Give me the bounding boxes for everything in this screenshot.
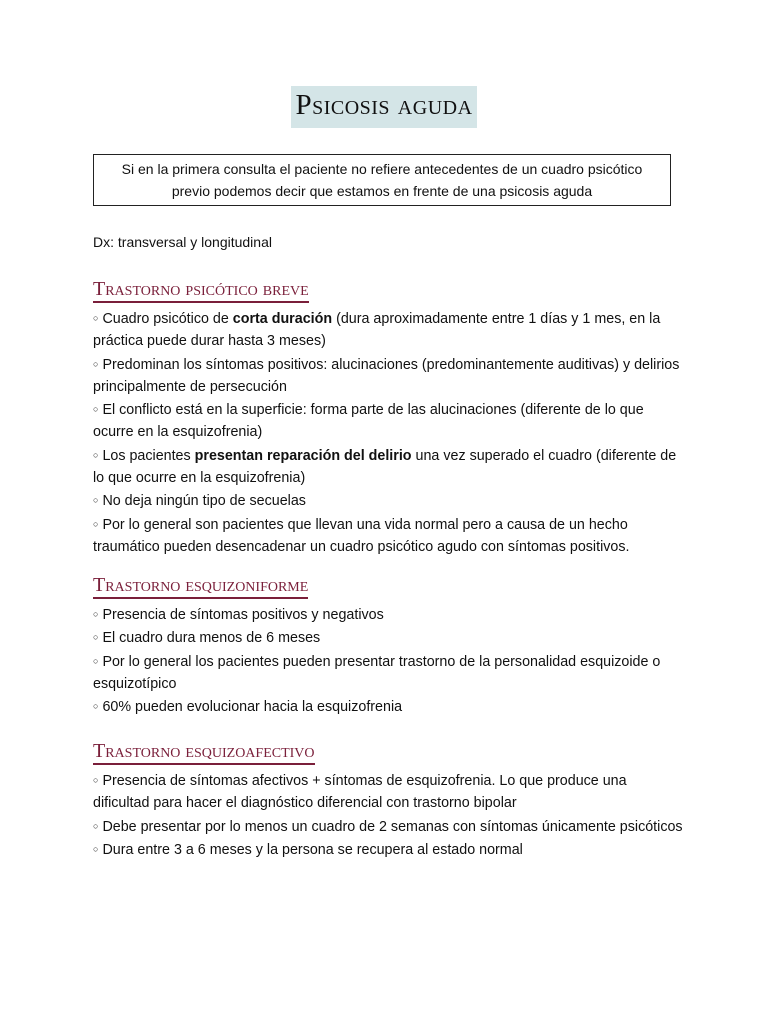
bullet-circle-icon: ○ (93, 632, 99, 643)
list-item (93, 695, 683, 718)
bullet-circle-icon: ○ (93, 518, 99, 529)
item-text: 60% pueden evolucionar hacia la esquizofrenia (102, 699, 403, 716)
list-item (93, 650, 683, 696)
list-item (93, 398, 683, 444)
list-item (93, 444, 683, 490)
list-item (93, 838, 683, 861)
section-trastorno-esquizoafectivo (93, 739, 683, 861)
item-text: Por lo general los pacientes pueden presentar trastorno de la personalidad esquizoide o esquizotípico (93, 653, 661, 692)
item-text: El cuadro dura menos de 6 meses (102, 630, 321, 647)
item-text: una vez superado el cuadro (diferente de lo que ocurre en la esquizofrenia) (93, 447, 677, 487)
item-text: Presencia de síntomas afectivos + síntomas de esquizofrenia. Lo que produce una dificultad para hacer el diagnóstico diferencial con trastorno bipolar (93, 773, 627, 812)
bullet-circle-icon: ○ (93, 358, 99, 369)
list-item (93, 769, 683, 815)
page-title (0, 85, 768, 128)
bullet-circle-icon: ○ (93, 404, 99, 415)
bullet-list (93, 307, 683, 558)
section-trastorno-esquizoniforme (93, 573, 683, 718)
intro-box-text: Si en la primera consulta el paciente no refiere antecedentes de un cuadro psicótico previo podemos decir que estamos en frente de una psicosis aguda (121, 161, 643, 199)
list-item (93, 603, 683, 626)
bullet-circle-icon: ○ (93, 820, 99, 831)
item-text: Los pacientes (102, 447, 195, 464)
intro-box (93, 154, 671, 206)
bullet-circle-icon: ○ (93, 449, 99, 460)
bullet-circle-icon: ○ (93, 843, 99, 854)
bullet-list (93, 769, 683, 861)
dx-line: Dx: transversal y longitudinal (93, 234, 272, 250)
bullet-circle-icon: ○ (93, 775, 99, 785)
list-item (93, 815, 683, 838)
bullet-circle-icon: ○ (93, 655, 99, 666)
bullet-list (93, 603, 683, 718)
item-text: Predominan los síntomas positivos: alucinaciones (predominantemente auditivas) y delirios principalmente de persecución (93, 356, 680, 395)
bullet-circle-icon: ○ (93, 609, 99, 619)
bullet-circle-icon: ○ (93, 701, 99, 712)
item-text: No deja ningún tipo de secuelas (102, 493, 306, 510)
item-text: Presencia de síntomas positivos y negativos (102, 607, 384, 623)
bullet-circle-icon: ○ (93, 313, 99, 323)
item-text: (dura aproximadamente entre 1 días y 1 mes, en la práctica puede durar hasta 3 meses) (93, 311, 661, 350)
list-item (93, 353, 683, 399)
list-item (93, 489, 683, 512)
item-text: El conflicto está en la superficie: forma parte de las alucinaciones (diferente de lo que ocurre en la esquizofrenia) (93, 402, 644, 441)
item-text: Dura entre 3 a 6 meses y la persona se recupera al estado normal (102, 841, 523, 858)
page-title-text: Psicosis aguda (291, 86, 476, 128)
list-item (93, 513, 683, 559)
bold-text: corta duración (232, 311, 333, 327)
list-item (93, 626, 683, 649)
item-text: Cuadro psicótico de (102, 311, 233, 327)
section-trastorno-psicotico-breve (93, 277, 683, 558)
section-heading: Trastorno esquizoafectivo (93, 739, 315, 765)
list-item (93, 307, 683, 353)
item-text: Debe presentar por lo menos un cuadro de 2 semanas con síntomas únicamente psicóticos (102, 818, 683, 835)
bullet-circle-icon: ○ (93, 495, 99, 506)
section-heading: Trastorno psicótico breve (93, 277, 309, 303)
item-text: Por lo general son pacientes que llevan una vida normal pero a causa de un hecho traumático pueden desencadenar un cuadro psicótico agudo con síntomas positivos. (93, 516, 630, 555)
bold-text: presentan reparación del delirio (194, 447, 412, 464)
section-heading: Trastorno esquizoniforme (93, 573, 308, 599)
